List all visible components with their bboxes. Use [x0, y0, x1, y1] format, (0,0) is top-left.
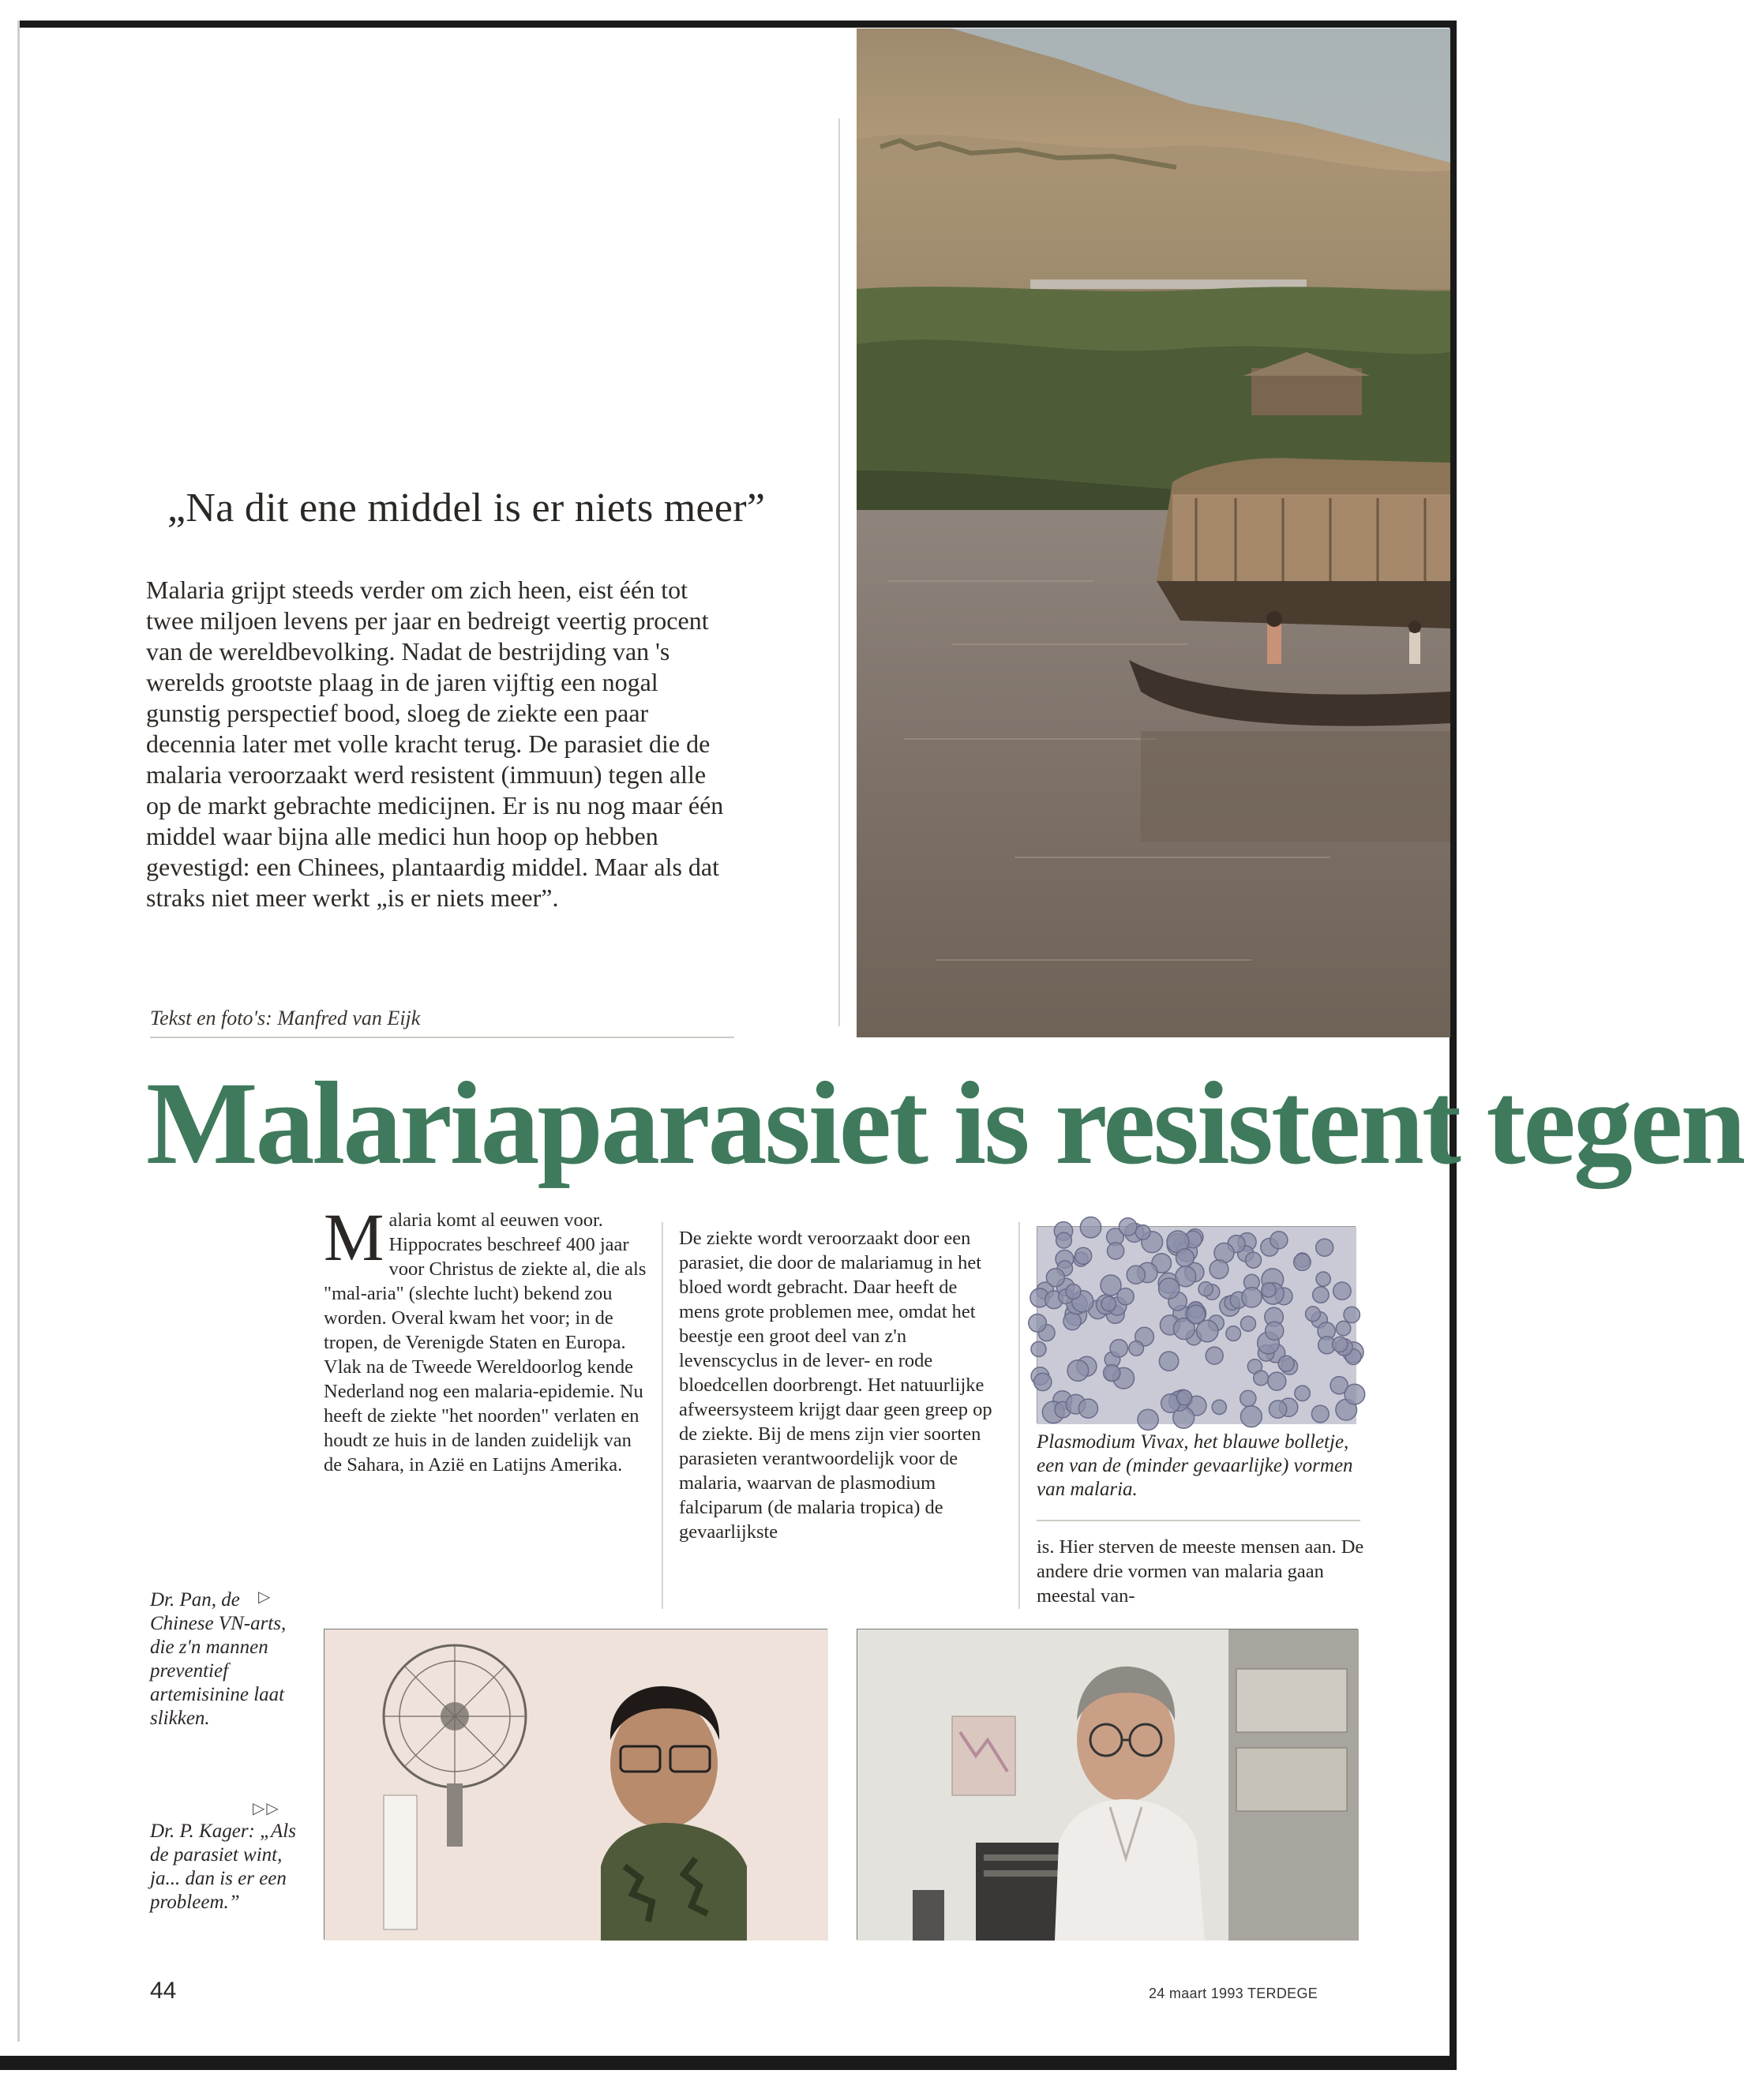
- photo-dr-pan: [324, 1629, 827, 1940]
- blood-cell: [1127, 1266, 1145, 1284]
- blood-cell: [1101, 1296, 1116, 1311]
- bottom-border-rule: [0, 2056, 1457, 2070]
- blood-cell: [1066, 1284, 1081, 1299]
- blood-cell: [1254, 1371, 1269, 1386]
- blood-cell: [1031, 1341, 1046, 1356]
- blood-cell: [1177, 1390, 1192, 1405]
- blood-cell: [1262, 1283, 1276, 1297]
- blood-cell: [1046, 1269, 1064, 1287]
- blood-cell: [1316, 1272, 1330, 1286]
- blood-cell: [1176, 1249, 1195, 1267]
- caption-dr-pan: Dr. Pan, de Chinese VN-arts, die z'n mannen preventief artemisinine laat slikken.: [150, 1589, 287, 1729]
- blood-cell: [1104, 1365, 1120, 1382]
- blood-cell: [1029, 1314, 1047, 1333]
- blood-cell: [1241, 1316, 1256, 1331]
- caption-divider: [1037, 1520, 1360, 1521]
- blood-cell: [1135, 1225, 1150, 1240]
- blood-cell: [1108, 1243, 1124, 1259]
- blood-cell: [1306, 1307, 1321, 1322]
- intro-column-rule: [838, 118, 840, 1026]
- blood-cell: [1266, 1322, 1284, 1340]
- blood-cell: [1078, 1399, 1097, 1418]
- top-border-rule: [17, 21, 1457, 28]
- drop-cap: M: [324, 1199, 384, 1275]
- blood-cell: [1269, 1401, 1286, 1418]
- blood-cell: [1159, 1352, 1178, 1371]
- column-rule: [1018, 1222, 1020, 1609]
- blood-cell: [1117, 1288, 1134, 1305]
- blood-cell: [1067, 1360, 1089, 1382]
- blood-cell: [1034, 1373, 1052, 1390]
- blood-cell: [1240, 1390, 1256, 1406]
- blood-cell: [1056, 1232, 1072, 1248]
- blood-cell: [1110, 1340, 1127, 1357]
- blood-cell: [1210, 1260, 1228, 1279]
- body-column-3: is. Hier sterven de meeste mensen aan. De andere drie vormen van malaria gaan meestal van-: [1037, 1536, 1364, 1607]
- blood-cell: [1198, 1282, 1213, 1296]
- blood-cell: [1119, 1218, 1137, 1236]
- column-rule: [662, 1222, 663, 1609]
- blood-cell: [1075, 1247, 1092, 1264]
- blood-cell: [1345, 1384, 1365, 1404]
- blood-cell: [1268, 1372, 1286, 1390]
- body-column-1-text: alaria komt al eeuwen voor. Hippocrates beschreef 400 jaar voor Christus de ziekte al, die als "mal-aria" (slechte lucht) bekend zou worden. Overal kwam het voor; in de tropen, de Verenigde Staten en Europa. Vlak na de Tweede Wereldoorlog kende Nederland nog een malaria-epidemie. Nu heeft de ziekte "het noorden" verlaten en houdt ze huis in de landen zuidelijk van de Sahara, in Azië en Latijns Amerika.: [324, 1209, 647, 1476]
- double-arrow-right-icon: ▷▷: [253, 1800, 280, 1817]
- blood-cell: [1197, 1320, 1218, 1341]
- blood-cell: [1080, 1217, 1101, 1238]
- blood-cell: [1333, 1337, 1348, 1352]
- blood-cell: [1313, 1287, 1329, 1303]
- blood-cell: [1226, 1326, 1241, 1341]
- issue-date-line: 24 maart 1993 TERDEGE: [1149, 1986, 1318, 2001]
- blood-cell: [1241, 1406, 1262, 1427]
- blood-cell: [1176, 1266, 1196, 1287]
- blood-cell: [1278, 1356, 1294, 1371]
- left-border-rule: [17, 21, 20, 2042]
- blood-cell: [1187, 1305, 1205, 1323]
- caption-dr-kager: Dr. P. Kager: „Als de parasiet wint, ja... dan is er een probleem.”: [150, 1821, 296, 1913]
- microscope-caption: Plasmodium Vivax, het blauwe bolletje, een van de (minder gevaarlijke) vormen van malaria.: [1037, 1431, 1353, 1500]
- body-column-1: [324, 1199, 647, 1477]
- intro-paragraph: Malaria grijpt steeds verder om zich heen, eist één tot twee miljoen levens per jaar en bedreigt veertig procent van de wereldbevolking. Nadat de bestrijding van 's werelds grootste plaag in de jaren vijftig een nogal gunstig perspectief bood, sloeg de ziekte een paar decennia later met volle kracht terug. De parasiet die de malaria veroorzaakt werd resistent (immuun) tegen alle op de markt gebrachte medicijnen. Er is nu nog maar één middel waar bijna alle medici hun hoop op hebben gevestigd: een Chinees, plantaardig middel. Maar als dat straks niet meer werkt „is er niets meer”.: [146, 576, 724, 912]
- photo-dr-kager: [857, 1629, 1358, 1940]
- body-column-2: De ziekte wordt veroorzaakt door een parasiet, die door de malariamug in het bloed wordt gebracht. Daar heeft de mens grote problemen mee, omdat het beestje een groot deel van z'n levenscyclus in de lever- en rode bloedcellen doorbrengt. Het natuurlijke afweersysteem krijgt daar geen greep op de ziekte. Bij de mens zijn vier soorten parasieten verantwoordelijk voor de malaria, waarvan de plasmodium falciparum (de malaria tropica) de gevaarlijkste: [679, 1228, 992, 1543]
- blood-cell: [1316, 1239, 1333, 1256]
- intro-quote-title: „Na dit ene middel is er niets meer”: [167, 486, 766, 531]
- blood-cell: [1333, 1282, 1351, 1299]
- article-headline: Malariaparasiet is resistent tegen: [146, 1058, 1744, 1189]
- blood-cell: [1270, 1232, 1288, 1249]
- blood-cell: [1344, 1307, 1360, 1322]
- blood-cell: [1063, 1312, 1081, 1329]
- blood-cell: [1138, 1409, 1158, 1430]
- hero-photo-river-houseboats: [857, 28, 1450, 1037]
- blood-cell: [1129, 1341, 1144, 1356]
- blood-cell: [1206, 1347, 1223, 1364]
- blood-cell: [1295, 1386, 1310, 1401]
- blood-cell: [1212, 1400, 1226, 1414]
- blood-cell: [1246, 1252, 1262, 1268]
- author-credit: Tekst en foto's: Manfred van Eijk: [150, 1007, 421, 1029]
- right-border-rule: [1450, 21, 1457, 2057]
- blood-cell: [1242, 1288, 1262, 1307]
- page-number: 44: [150, 1978, 177, 2004]
- credit-divider: [150, 1037, 734, 1038]
- arrow-right-icon: ▷: [258, 1588, 271, 1606]
- blood-cell: [1294, 1254, 1311, 1270]
- blood-cell: [1311, 1405, 1329, 1423]
- blood-cells-microscope-photo: [1037, 1226, 1356, 1423]
- blood-cell: [1336, 1321, 1350, 1335]
